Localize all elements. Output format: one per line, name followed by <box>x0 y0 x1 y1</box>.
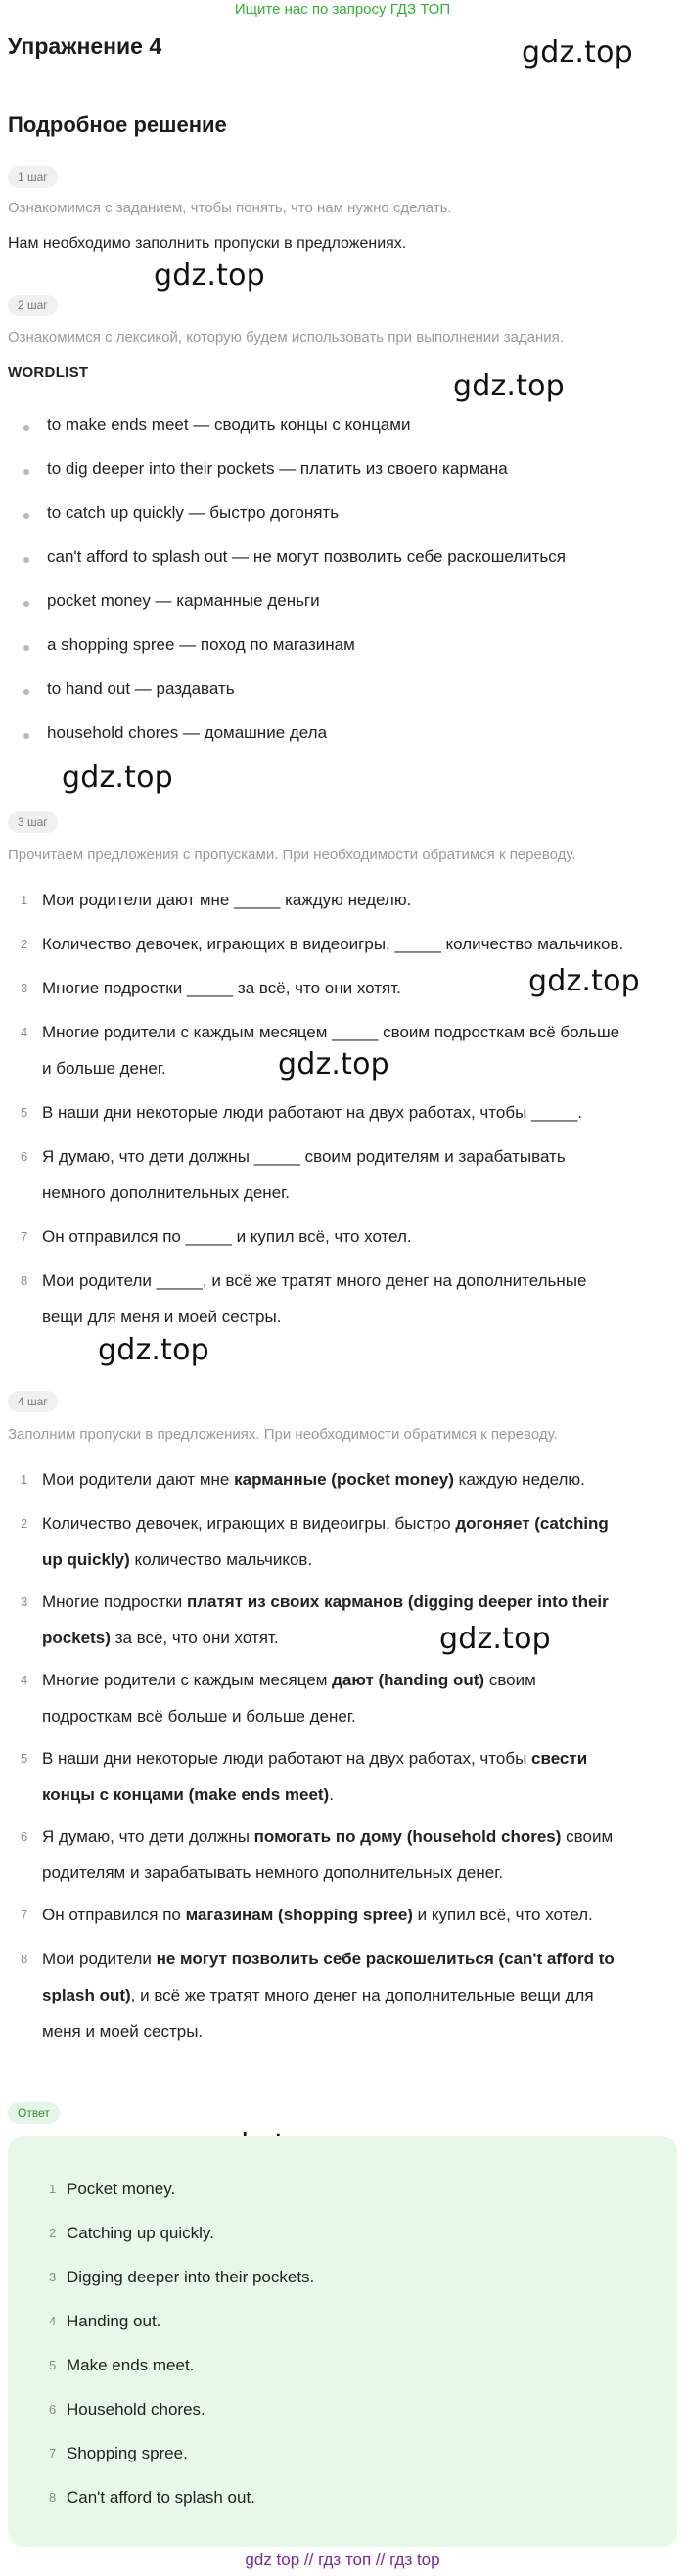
list-item-text: can't afford to splash out — не могут позволить себе раскошелиться <box>47 547 566 566</box>
sentence-text: Многие родители с каждым месяцем <box>42 1671 333 1689</box>
item-number: 1 <box>21 893 28 907</box>
list-item-text: to hand out — раздавать <box>47 679 235 698</box>
list-item <box>0 591 685 615</box>
item-number: 7 <box>21 1229 28 1244</box>
list-item <box>8 2444 677 2467</box>
sentence-text: вещи для меня и моей сестры. <box>42 1308 282 1326</box>
item-number: 2 <box>21 1516 28 1531</box>
section-title: Подробное решение <box>8 113 227 137</box>
sentence-text: В наши дни некоторые люди работают на двух работах, чтобы _____. <box>42 1103 583 1122</box>
answer-text: Catching up quickly. <box>67 2224 214 2242</box>
sentence-text: Мои родители дают мне <box>42 1470 235 1489</box>
answer-text: Handing out. <box>67 2312 161 2330</box>
item-number: 5 <box>21 1751 28 1766</box>
sentence-text: и больше денег. <box>42 1059 166 1078</box>
list-item-text: to make ends meet — сводить концы с концами <box>47 415 411 434</box>
bullet-icon <box>23 601 29 607</box>
watermark: gdz.top <box>154 258 265 293</box>
sentence-text: своим <box>561 1827 614 1846</box>
answer-highlight: splash out) <box>42 1986 131 2004</box>
watermark: gdz.top <box>528 964 640 998</box>
bullet-icon <box>23 733 29 739</box>
sentence-text: . <box>329 1785 334 1804</box>
sentence-text: родителям и зарабатывать немного дополнительных денег. <box>42 1863 504 1882</box>
list-item <box>8 2268 677 2291</box>
step-text: Нам необходимо заполнить пропуски в предложениях. <box>8 235 407 252</box>
item-number: 1 <box>49 2182 57 2196</box>
sentence-text: своим <box>484 1671 536 1689</box>
watermark: gdz.top <box>98 1333 209 1367</box>
sentence-text: Многие подростки _____ за всё, что они хотят. <box>42 979 401 997</box>
list-item <box>8 2400 677 2423</box>
list-item <box>0 547 685 571</box>
sentence-text: Мои родители <box>42 1950 157 1968</box>
sentence-text: и купил всё, что хотел. <box>412 1906 593 1924</box>
step-instruction: Прочитаем предложения с пропусками. При необходимости обратимся к переводу. <box>8 847 576 863</box>
sentence-text: , и всё же тратят много денег на дополнительные вещи для <box>130 1986 594 2004</box>
step-badge: 1 шаг <box>8 166 58 188</box>
item-number: 1 <box>21 1472 28 1487</box>
bullet-icon <box>23 469 29 475</box>
list-item-text: a shopping spree — поход по магазинам <box>47 635 355 654</box>
list-item <box>8 2488 677 2511</box>
sentence-text: Я думаю, что дети должны <box>42 1827 254 1846</box>
item-number: 5 <box>21 1105 28 1120</box>
sentence-text: немного дополнительных денег. <box>42 1183 290 1202</box>
answer-text: Digging deeper into their pockets. <box>67 2268 315 2286</box>
step-instruction: Ознакомимся с лексикой, которую будем использовать при выполнении задания. <box>8 329 564 345</box>
answer-badge: Ответ <box>8 2102 60 2124</box>
list-item <box>0 723 685 747</box>
search-banner[interactable]: Ищите нас по запросу ГДЗ ТОП <box>234 1 451 18</box>
item-number: 6 <box>21 1149 28 1164</box>
sentence-text: Количество девочек, играющих в видеоигры, _____ количество мальчиков. <box>42 935 624 953</box>
page-title: Упражнение 4 <box>8 33 162 59</box>
sentence-text: Мои родители _____, и всё же тратят много денег на дополнительные <box>42 1271 587 1290</box>
sentence-text: Я думаю, что дети должны _____ своим родителям и зарабатывать <box>42 1147 566 1166</box>
item-number: 4 <box>21 1025 28 1039</box>
item-number: 7 <box>21 1908 28 1922</box>
answer-highlight: up quickly) <box>42 1550 130 1569</box>
wordlist-heading: WORDLIST <box>8 364 89 381</box>
answer-highlight: свести <box>531 1749 588 1768</box>
sentence-text: Мои родители дают мне _____ каждую неделю. <box>42 891 412 909</box>
list-item-text: to dig deeper into their pockets — платить из своего кармана <box>47 459 508 478</box>
answer-text: Household chores. <box>67 2400 206 2418</box>
answer-highlight: не могут позволить себе раскошелиться (can't afford to <box>156 1950 615 1968</box>
sentence-text: Он отправился по <box>42 1906 186 1924</box>
item-number: 6 <box>49 2402 57 2416</box>
sentence-text: В наши дни некоторые люди работают на двух работах, чтобы <box>42 1749 532 1768</box>
answer-highlight: карманные (pocket money) <box>234 1470 454 1489</box>
answer-highlight: магазинам (shopping spree) <box>185 1906 413 1924</box>
item-number: 3 <box>21 981 28 995</box>
list-item <box>0 635 685 659</box>
item-number: 2 <box>49 2226 57 2240</box>
sentence-text: Многие подростки <box>42 1592 187 1611</box>
sentence-text: подросткам всё больше и больше денег. <box>42 1707 356 1725</box>
bullet-icon <box>23 645 29 651</box>
list-item <box>0 679 685 703</box>
list-item <box>8 2224 677 2247</box>
step-instruction: Ознакомимся с заданием, чтобы понять, что нам нужно сделать. <box>8 200 452 216</box>
watermark: gdz.top <box>439 1622 551 1656</box>
step-badge: 3 шаг <box>8 811 58 833</box>
item-number: 3 <box>21 1594 28 1609</box>
bullet-icon <box>23 513 29 519</box>
list-item-text: household chores — домашние дела <box>47 723 328 742</box>
answer-highlight: платят из своих карманов (digging deeper into their <box>186 1592 609 1611</box>
answer-highlight: дают (handing out) <box>332 1671 485 1689</box>
answer-highlight: догоняет (catching <box>455 1514 609 1533</box>
answer-text: Make ends meet. <box>67 2356 195 2374</box>
list-item <box>0 503 685 527</box>
list-item <box>8 2356 677 2379</box>
answer-highlight: концы с концами (make ends meet) <box>42 1785 330 1804</box>
watermark: gdz.top <box>278 1047 389 1081</box>
sentence-text: Он отправился по _____ и купил всё, что хотел. <box>42 1227 412 1246</box>
step-badge: 4 шаг <box>8 1391 58 1412</box>
list-item-text: to catch up quickly — быстро догонять <box>47 503 340 522</box>
item-number: 2 <box>21 937 28 951</box>
item-number: 8 <box>21 1952 28 1966</box>
item-number: 4 <box>21 1673 28 1687</box>
item-number: 5 <box>49 2358 57 2372</box>
answer-text: Can't afford to splash out. <box>67 2488 255 2507</box>
item-number: 6 <box>21 1829 28 1844</box>
step-instruction: Заполним пропуски в предложениях. При необходимости обратимся к переводу. <box>8 1426 558 1443</box>
list-item <box>0 415 685 438</box>
watermark: gdz.top <box>62 760 173 795</box>
watermark: gdz.top <box>522 35 633 69</box>
answer-highlight: помогать по дому (household chores) <box>253 1827 562 1846</box>
answer-text: Shopping spree. <box>67 2444 188 2462</box>
list-item <box>8 2312 677 2335</box>
item-number: 7 <box>49 2446 57 2461</box>
sentence-text: за всё, что они хотят. <box>110 1629 279 1647</box>
sentence-text: каждую неделю. <box>453 1470 585 1489</box>
bullet-icon <box>23 689 29 695</box>
item-number: 8 <box>21 1273 28 1288</box>
sentence-text: меня и моей сестры. <box>42 2022 204 2041</box>
bullet-icon <box>23 557 29 563</box>
item-number: 8 <box>49 2490 57 2505</box>
answer-highlight: pockets) <box>42 1629 111 1647</box>
item-number: 3 <box>49 2270 57 2284</box>
sentence-text: количество мальчиков. <box>129 1550 313 1569</box>
sentence-text: Многие родители с каждым месяцем _____ своим подросткам всё больше <box>42 1023 620 1041</box>
answer-box <box>8 2136 677 2547</box>
list-item <box>8 2180 677 2203</box>
step-badge: 2 шаг <box>8 295 58 316</box>
watermark: gdz.top <box>453 369 565 403</box>
sentence-text: Количество девочек, играющих в видеоигры, быстро <box>42 1514 456 1533</box>
footer-links[interactable]: gdz top // гдз топ // гдз top <box>245 2551 440 2569</box>
item-number: 4 <box>49 2314 57 2328</box>
list-item-text: pocket money — карманные деньги <box>47 591 320 610</box>
bullet-icon <box>23 425 29 431</box>
answer-text: Pocket money. <box>67 2180 176 2198</box>
list-item <box>0 459 685 483</box>
